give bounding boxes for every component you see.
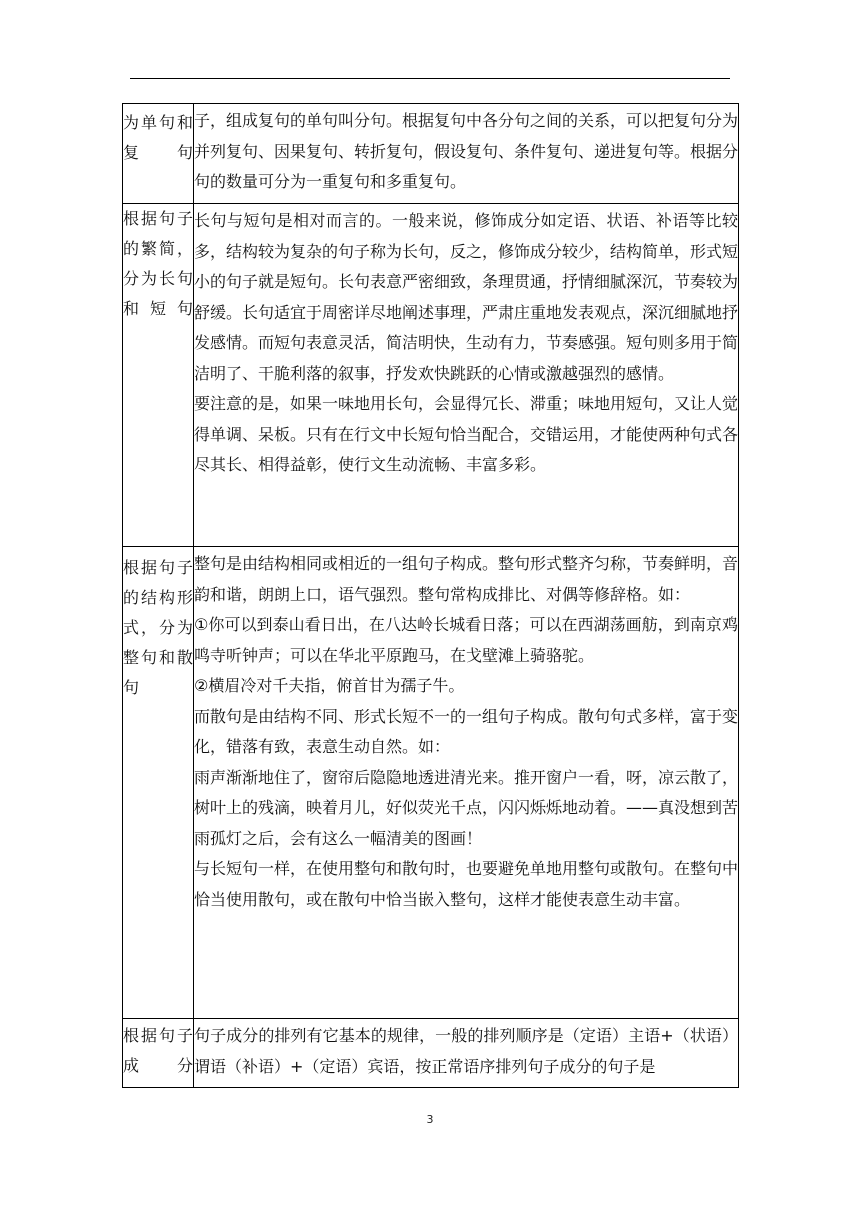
paragraph: 而散句是由结构不同、形式长短不一的一组句子构成。散句句式多样，富于变化，错落有致，表意生动自然。如： xyxy=(194,706,739,756)
row-content xyxy=(194,1019,739,1088)
row-label-text: 根据句子的繁简，分为长句和短句 xyxy=(123,209,193,318)
paragraph: ②横眉冷对千夫指，俯首甘为孺子牛。 xyxy=(194,676,465,695)
paragraph: 要注意的是，如果一味地用长句，会显得冗长、滞重；味地用短句，又让人觉得单调、呆板。只有在行文中长短句恰当配合，交错运用，才能使两种句式各尽其长、相得益彰，使行文生动流畅、丰富多彩。 xyxy=(194,394,739,474)
row-content xyxy=(194,104,739,204)
row-label xyxy=(123,104,194,204)
row-content xyxy=(194,547,739,1019)
paragraph: 句子成分的排列有它基本的规律，一般的排列顺序是（定语）主语+（状语）谓语（补语）+（定语）宾语，按正常语序排列句子成分的句子是 xyxy=(194,1026,738,1076)
table-row-word-order xyxy=(123,1019,739,1088)
paragraph: 整句是由结构相同或相近的一组句子构成。整句形式整齐匀称，节奏鲜明，音韵和谐，朗朗上口，语气强烈。整句常构成排比、对偶等修辞格。如： xyxy=(194,554,739,604)
row-label-text: 根据句子成分 xyxy=(123,1026,193,1075)
table-row-simple-complex xyxy=(123,104,739,204)
paragraph: 长句与短句是相对而言的。一般来说，修饰成分如定语、状语、补语等比较多，结构较为复杂的句子称为长句，反之，修饰成分较少，结构简单，形式短小的句子就是短句。长句表意严密细致，条理贯通，抒情细腻深沉，节奏较为舒缓。长句适宜于周密详尽地阐述事理，严肃庄重地发表观点，深沉细腻地抒发感情。而短句表意灵活，简洁明快，生动有力，节奏感强。短句则多用于简洁明了、干脆利落的叙事，抒发欢快跳跃的心情或激越强烈的感情。 xyxy=(194,211,739,383)
row-label-text: 为单句和复句 xyxy=(123,113,193,162)
row-label xyxy=(123,1019,194,1088)
row-content xyxy=(194,204,739,547)
paragraph: 子，组成复句的单句叫分句。根据复句中各分句之间的关系，可以把复句分为并列复句、因果复句、转折复句，假设复句、条件复句、递进复句等。根据分句的数量可分为一重复句和多重复句。 xyxy=(194,111,739,191)
paragraph: 雨声渐渐地住了，窗帘后隐隐地透进清光来。推开窗户一看，呀，凉云散了，树叶上的残滴，映着月儿，好似荧光千点，闪闪烁烁地动着。——真没想到苦雨孤灯之后，会有这么一幅清美的图画！ xyxy=(194,767,739,848)
row-label xyxy=(123,204,194,547)
table-row-parallel-loose xyxy=(123,547,739,1019)
header-rule xyxy=(130,78,730,79)
row-label-text: 根据句子的结构形式，分为整句和散句 xyxy=(123,558,193,697)
table-row-long-short xyxy=(123,204,739,547)
page-number: 3 xyxy=(426,1113,434,1126)
paragraph: ①你可以到泰山看日出，在八达岭长城看日落；可以在西湖荡画舫，到南京鸡鸣寺听钟声；可以在华北平原跑马，在戈壁滩上骑骆驼。 xyxy=(194,615,738,665)
sentence-types-table xyxy=(122,103,739,1088)
row-label xyxy=(123,547,194,1019)
paragraph: 与长短句一样，在使用整句和散句时，也要避免单地用整句或散句。在整句中恰当使用散句，或在散句中恰当嵌入整句，这样才能使表意生动丰富。 xyxy=(194,859,739,909)
